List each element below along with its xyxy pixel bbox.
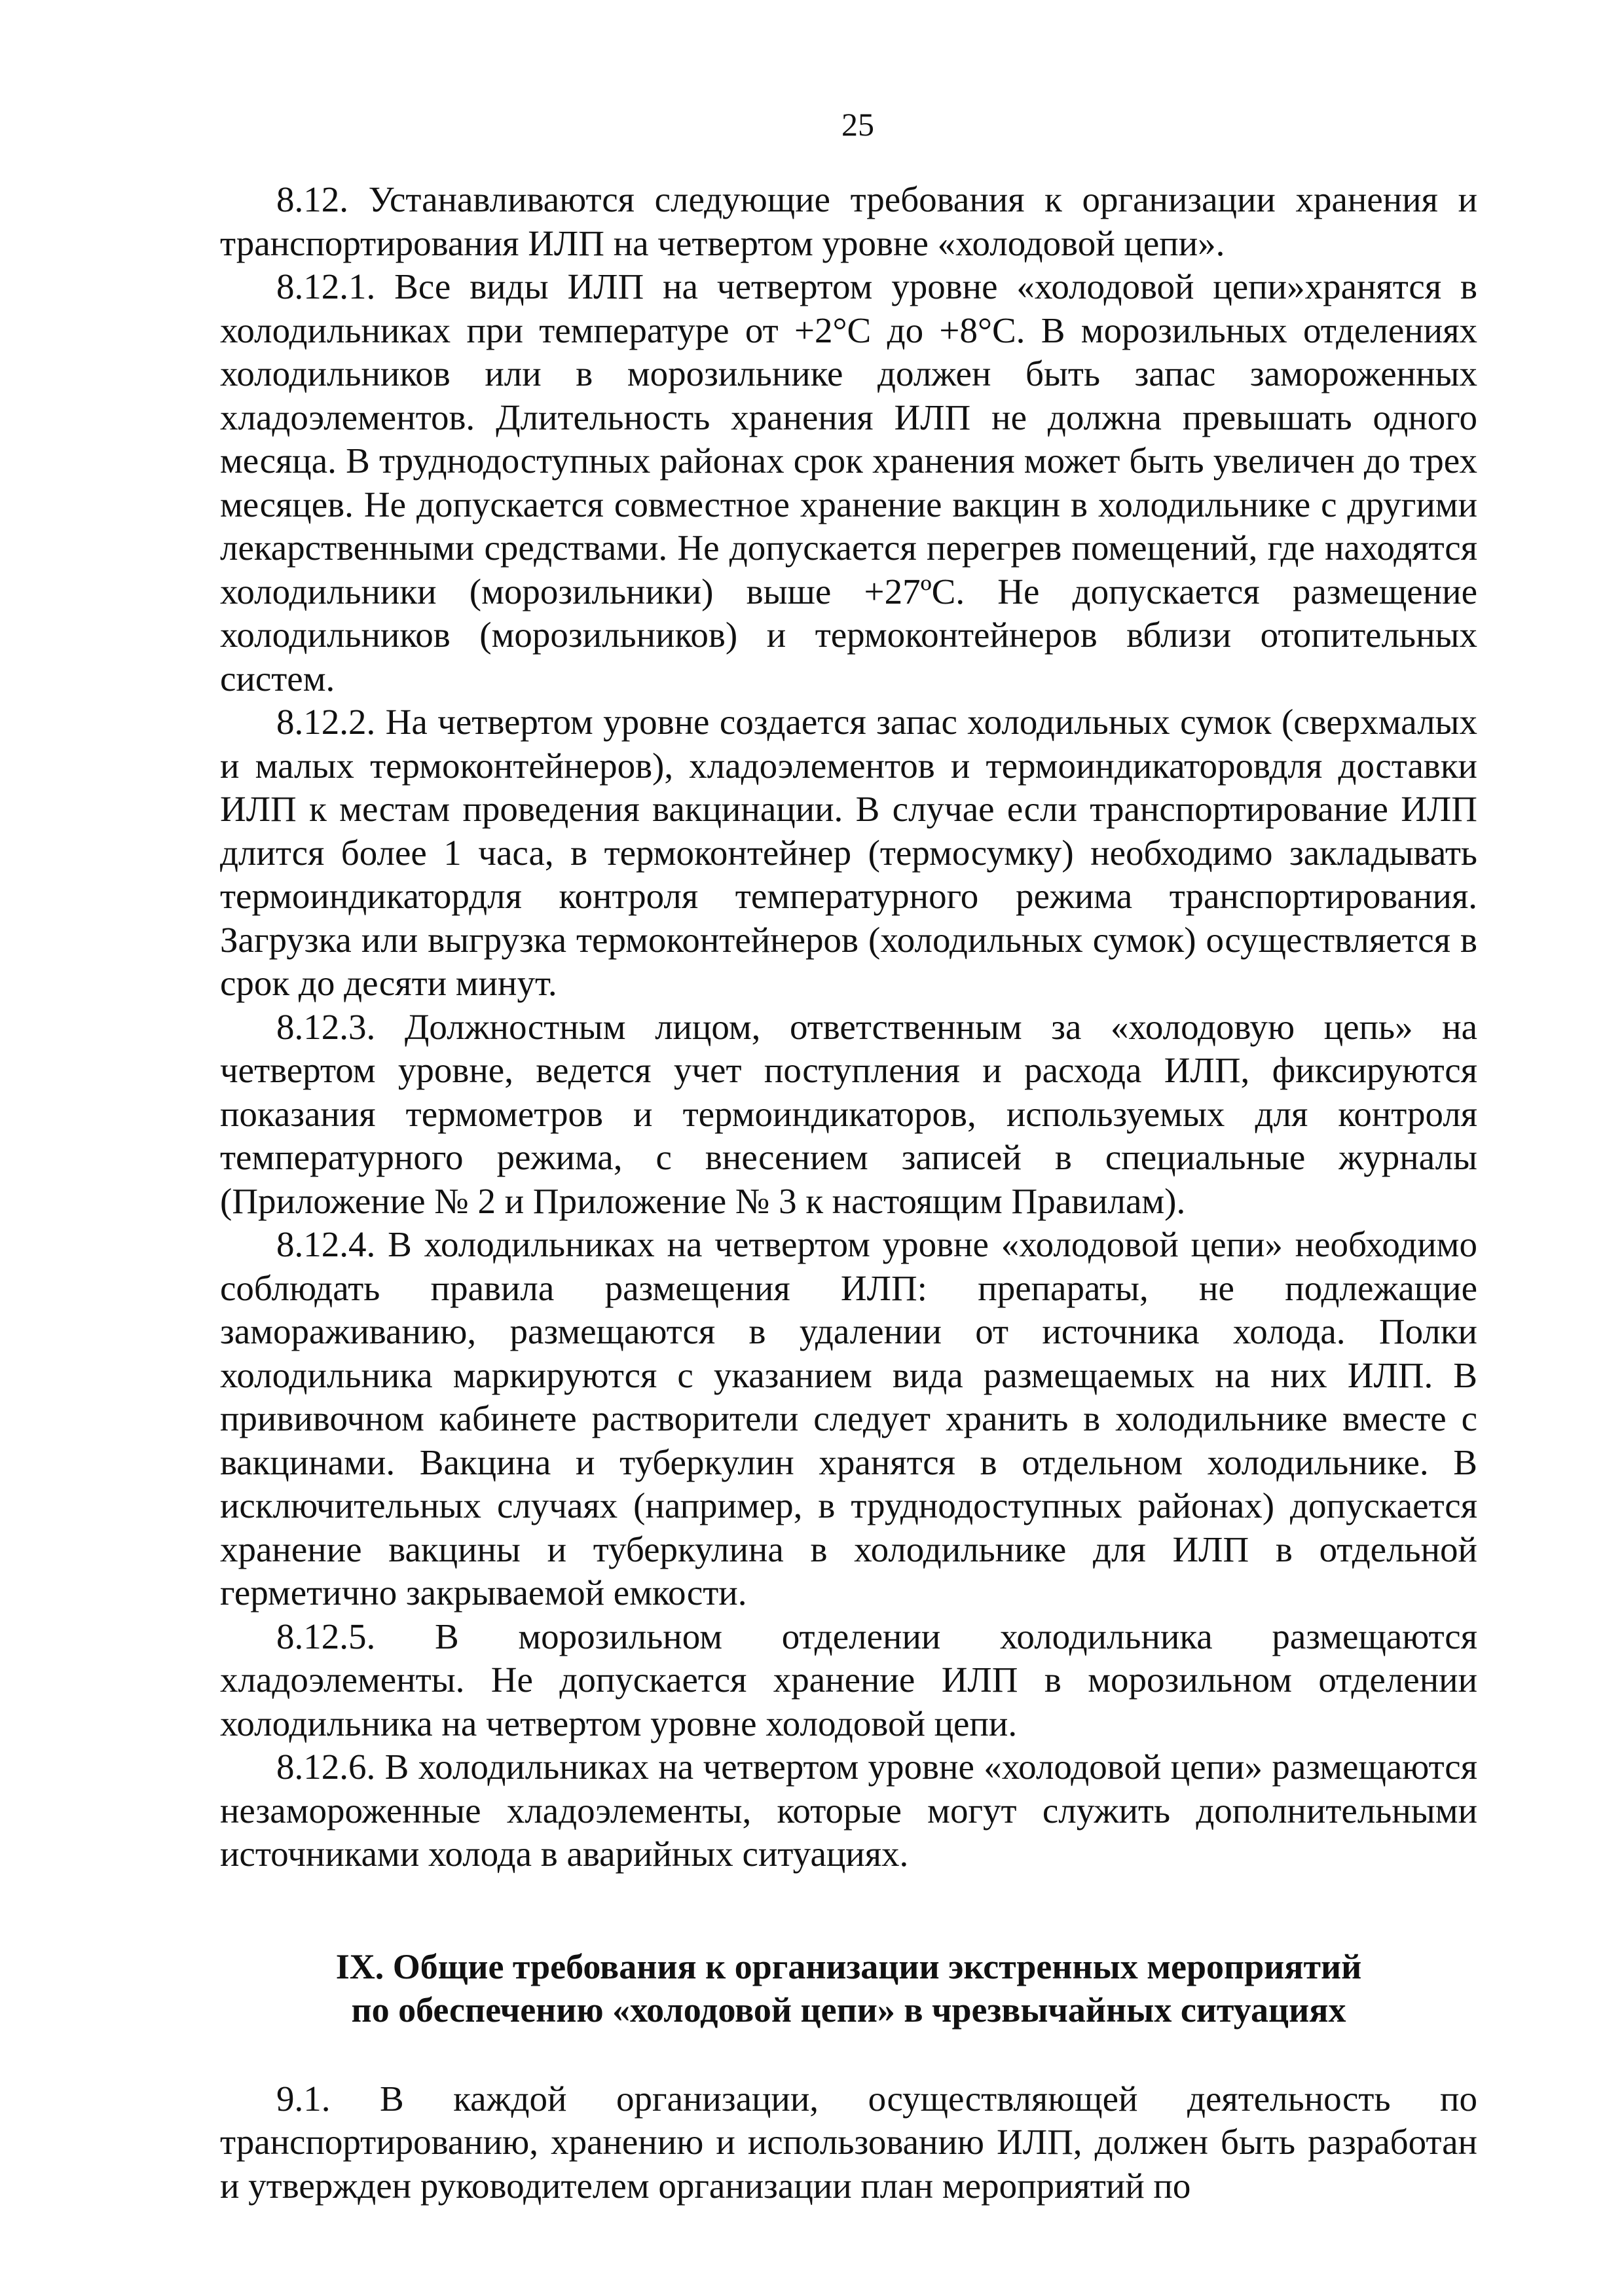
document-body — [220, 178, 1477, 2208]
section-heading-line-1: IX. Общие требования к организации экстренных мероприятий — [335, 1946, 1362, 1986]
paragraph-8-12: 8.12. Устанавливаются следующие требования к организации хранения и транспортирования ИЛП на четвертом уровне «холодовой цепи». — [220, 179, 1477, 263]
paragraph-8-12-3: 8.12.3. Должностным лицом, ответственным за «холодовую цепь» на четвертом уровне, ведется учет поступления и расхода ИЛП, фиксируются показания термометров и термоиндикаторов, используемых для контроля температурного режима, с внесением записей в специальные журналы (Приложение № 2 и Приложение № 3 к настоящим Правилам). — [220, 1006, 1477, 1221]
paragraph-8-12-1: 8.12.1. Все виды ИЛП на четвертом уровне «холодовой цепи»хранятся в холодильниках при температуре от +2°С до +8°С. В морозильных отделениях холодильников или в морозильнике должен быть запас замороженных хладоэлементов. Длительность хранения ИЛП не должна превышать одного месяца. В труднодоступных районах срок хранения может быть увеличен до трех месяцев. Не допускается совместное хранение вакцин в холодильнике с другими лекарственными средствами. Не допускается перегрев помещений, где находятся холодильники (морозильники) выше +27ºС. Не допускается размещение холодильников (морозильников) и термоконтейнеров вблизи отопительных систем. — [220, 266, 1477, 699]
paragraph-9-1: 9.1. В каждой организации, осуществляющей деятельность по транспортированию, хранению и использованию ИЛП, должен быть разработан и утвержден руководителем организации план мероприятий по — [220, 2078, 1477, 2206]
section-heading-line-2: по обеспечению «холодовой цепи» в чрезвычайных ситуациях — [351, 1990, 1346, 2030]
paragraph-8-12-5: 8.12.5. В морозильном отделении холодильника размещаются хладоэлементы. Не допускается хранение ИЛП в морозильном отделении холодильника на четвертом уровне холодовой цепи. — [220, 1616, 1477, 1743]
paragraph-8-12-2: 8.12.2. На четвертом уровне создается запас холодильных сумок (сверхмалых и малых термоконтейнеров), хладоэлементов и термоиндикаторовдля доставки ИЛП к местам проведения вакцинации. В случае если транспортирование ИЛП длится более 1 часа, в термоконтейнер (термосумку) необходимо закладывать термоиндикатордля контроля температурного режима транспортирования. Загрузка или выгрузка термоконтейнеров (холодильных сумок) осуществляется в срок до десяти минут. — [220, 702, 1477, 1003]
page-number: 25 — [841, 106, 874, 143]
paragraph-8-12-6: 8.12.6. В холодильниках на четвертом уровне «холодовой цепи» размещаются незамороженные хладоэлементы, которые могут служить дополнительными источниками холода в аварийных ситуациях. — [220, 1747, 1477, 1874]
paragraph-8-12-4: 8.12.4. В холодильниках на четвертом уровне «холодовой цепи» необходимо соблюдать правила размещения ИЛП: препараты, не подлежащие замораживанию, размещаются в удалении от источника холода. Полки холодильника маркируются с указанием вида размещаемых на них ИЛП. В прививочном кабинете растворители следует хранить в холодильнике вместе с вакцинами. Вакцина и туберкулин хранятся в отдельном холодильнике. В исключительных случаях (например, в труднодоступных районах) допускается хранение вакцины и туберкулина в холодильнике для ИЛП в отдельной герметично закрываемой емкости. — [220, 1224, 1477, 1613]
section-heading — [220, 1945, 1477, 2032]
